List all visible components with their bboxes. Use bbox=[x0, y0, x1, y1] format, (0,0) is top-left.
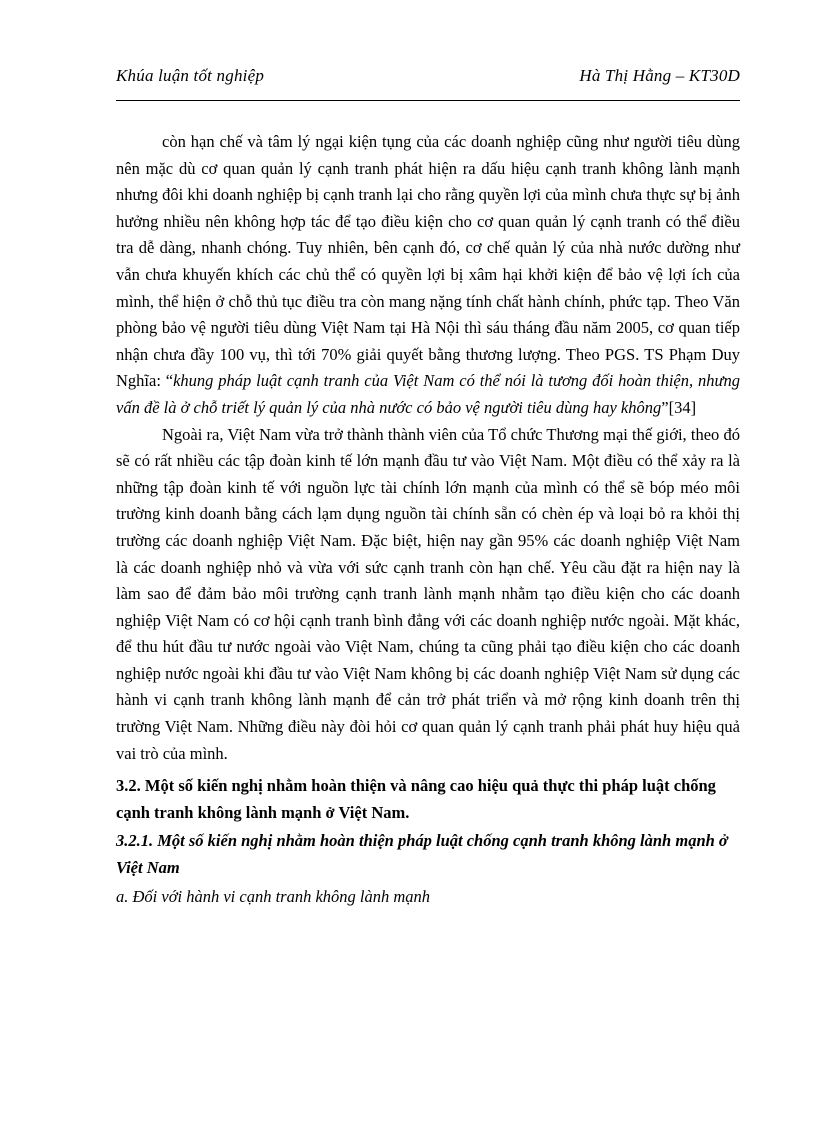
header-divider bbox=[116, 100, 740, 101]
page-header bbox=[116, 66, 740, 92]
paragraph-text: còn hạn chế và tâm lý ngại kiện tụng của các doanh nghiệp cũng như người tiêu dùng nên mặc dù cơ quan quản lý cạnh tranh phát hiện ra dấu hiệu cạnh tranh không lành mạnh nhưng đôi khi doanh nghiệp bị cạnh tranh lại cho rằng quyền lợi của mình chưa thực sự bị ảnh hưởng nhiều nên không hợp tác để tạo điều kiện cho cơ quan quản lý cạnh tranh có thể điều tra dễ dàng, nhanh chóng. Tuy nhiên, bên cạnh đó, cơ chế quản lý của nhà nước dường như vẫn chưa khuyến khích các chủ thể có quyền lợi bị xâm hại khởi kiện để bảo vệ lợi ích của mình, thể hiện ở chỗ thủ tục điều tra còn mang nặng tính chất hành chính, phức tạp. Theo Văn phòng bảo vệ người tiêu dùng Việt Nam tại Hà Nội thì sáu tháng đầu năm 2005, cơ quan tiếp nhận chưa đầy 100 vụ, thì tới 70% giải quyết bằng thương lượng. Theo PGS. TS Phạm Duy Nghĩa: “ bbox=[116, 132, 740, 391]
section-heading-3-2: 3.2. Một số kiến nghị nhằm hoàn thiện và nâng cao hiệu quả thực thi pháp luật chống cạnh tranh không lành mạnh ở Việt Nam. bbox=[116, 776, 716, 822]
header-author: Hà Thị Hằng – KT30D bbox=[579, 66, 740, 85]
paragraph-wto: Ngoài ra, Việt Nam vừa trở thành thành viên của Tổ chức Thương mại thế giới, theo đó sẽ có rất nhiều các tập đoàn kinh tế lớn mạnh đầu tư vào Việt Nam. Một điều có thể xảy ra là những tập đoàn kinh tế với nguồn lực tài chính lớn mạnh của mình có thể sẽ bóp méo môi trường kinh doanh bằng cách lạm dụng nguồn tài chính sẵn có chèn ép và loại bỏ ra khỏi thị trường các doanh nghiệp Việt Nam. Đặc biệt, hiện nay gần 95% các doanh nghiệp Việt Nam là các doanh nghiệp nhỏ và vừa với sức cạnh tranh còn hạn chế. Yêu cầu đặt ra hiện nay là làm sao để đảm bảo môi trường cạnh tranh lành mạnh nhằm tạo điều kiện cho các doanh nghiệp Việt Nam có cơ hội cạnh tranh bình đẳng với các doanh nghiệp nước ngoài. Mặt khác, để thu hút đầu tư nước ngoài vào Việt Nam, chúng ta cũng phải tạo điều kiện cho các doanh nghiệp nước ngoài khi đầu tư vào Việt Nam không bị các doanh nghiệp Việt Nam sử dụng các hành vi cạnh tranh không lành mạnh để cản trở phát triển và mở rộng kinh doanh trên thị trường Việt Nam. Những điều này đòi hỏi cơ quan quản lý cạnh tranh phải phát huy hiệu quả vai trò của mình. bbox=[116, 424, 740, 763]
document-body bbox=[116, 129, 740, 910]
item-heading-a: a. Đối với hành vi cạnh tranh không lành mạnh bbox=[116, 886, 431, 906]
header-thesis-title: Khúa luận tốt nghiệp bbox=[116, 66, 265, 85]
paragraph-continuation bbox=[116, 129, 740, 422]
quote-text: khung pháp luật cạnh tranh của Việt Nam có thể nói là tương đối hoàn thiện, nhưng vấn đề là ở chỗ triết lý quản lý của nhà nước có bảo vệ người tiêu dùng hay không bbox=[116, 371, 740, 417]
subsection-heading-3-2-1: 3.2.1. Một số kiến nghị nhằm hoàn thiện pháp luật chống cạnh tranh không lành mạnh ở Việt Nam bbox=[116, 831, 728, 878]
citation-reference: ”[34] bbox=[661, 397, 697, 417]
